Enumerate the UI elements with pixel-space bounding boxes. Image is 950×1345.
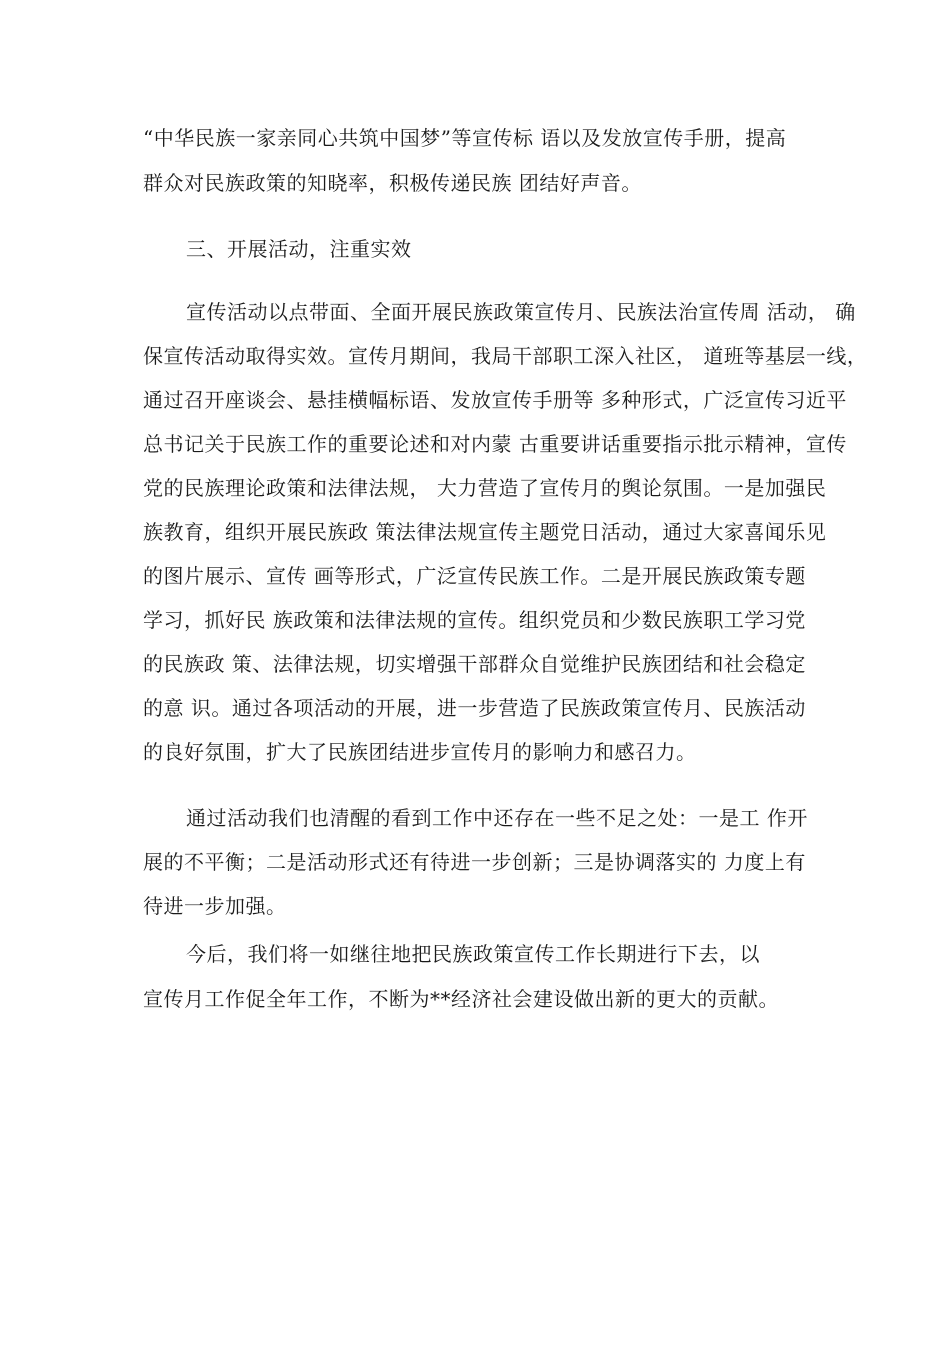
section-heading-3: 三、开展活动，注重实效 [186,237,412,261]
paragraph-4-line-2: 宣传月工作促全年工作，不断为**经济社会建设做出新的更大的贡献。 [143,987,779,1011]
paragraph-2-line-11: 的良好氛围，扩大了民族团结进步宣传月的影响力和感召力。 [143,740,697,764]
paragraph-3-line-2: 展的不平衡；二是活动形式还有待进一步创新；三是协调落实的 力度上有 [143,850,806,874]
paragraph-4-line-1: 今后，我们将一如继往地把民族政策宣传工作长期进行下去，以 [186,942,760,966]
paragraph-2-line-10: 的意 识。通过各项活动的开展，进一步营造了民族政策宣传月、民族活动 [143,696,806,720]
paragraph-2-line-6: 族教育，组织开展民族政 策法律法规宣传主题党日活动，通过大家喜闻乐见 [143,520,827,544]
paragraph-1-line-1: “中华民族一家亲同心共筑中国梦”等宣传标 语以及发放宣传手册，提高 [143,126,787,150]
paragraph-2-line-8: 学习，抓好民 族政策和法律法规的宣传。组织党员和少数民族职工学习党 [143,608,806,632]
paragraph-2-line-7: 的图片展示、宣传 画等形式，广泛宣传民族工作。二是开展民族政策专题 [143,564,806,588]
paragraph-2-line-1: 宣传活动以点带面、全面开展民族政策宣传月、民族法治宣传周 活动， 确 [186,300,856,324]
paragraph-1-line-2: 群众对民族政策的知晓率，积极传递民族 团结好声音。 [143,171,642,195]
paragraph-2-line-2: 保宣传活动取得实效。宣传月期间，我局干部职工深入社区， 道班等基层一线， [143,344,868,368]
paragraph-2-line-3: 通过召开座谈会、悬挂横幅标语、发放宣传手册等 多种形式，广泛宣传习近平 [143,388,847,412]
paragraph-2-line-9: 的民族政 策、法律法规，切实增强干部群众自觉维护民族团结和社会稳定 [143,652,806,676]
paragraph-3-line-1: 通过活动我们也清醒的看到工作中还存在一些不足之处：一是工 作开 [186,806,808,830]
paragraph-3-line-3: 待进一步加强。 [143,894,287,918]
paragraph-2-line-4: 总书记关于民族工作的重要论述和对内蒙 古重要讲话重要指示批示精神，宣传 [143,432,847,456]
paragraph-2-line-5: 党的民族理论政策和法律法规， 大力营造了宣传月的舆论氛围。一是加强民 [143,476,827,500]
